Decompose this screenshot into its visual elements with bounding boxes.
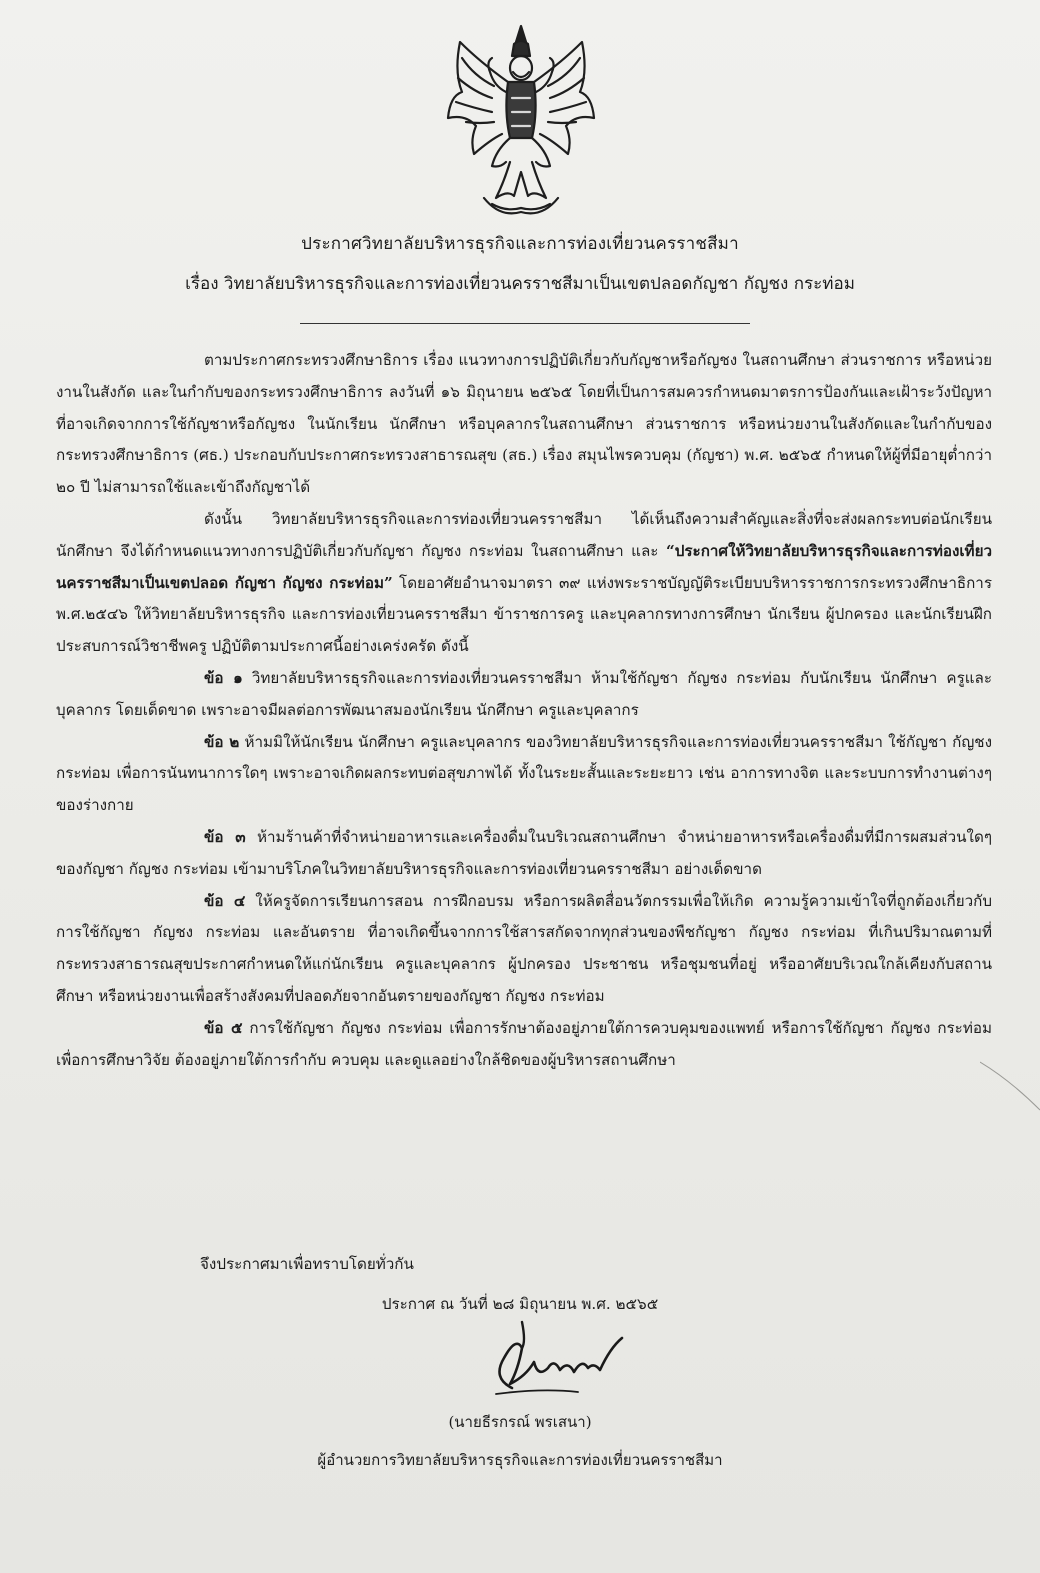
intro-paragraph-2-a: ดังนั้น วิทยาลัยบริหารธุรกิจและการท่องเที่ยวนครราชสีมา ได้เห็นถึงความสำคัญและสิ่งที่จะส่งผลกระทบต่อนักเรียน นักศึกษา จึงได้กำหนดแนวทางการปฏิบัติเกี่ยวกับกัญชา กัญชง กระท่อม ในสถานศึกษา และ xyxy=(56,509,992,560)
clause-text: วิทยาลัยบริหารธุรกิจและการท่องเที่ยวนครราชสีมา ห้ามใช้กัญชา กัญชง กระท่อม กับนักเรียน นักศึกษา ครูและบุคลากร โดยเด็ดขาด เพราะอาจมีผลต่อการพัฒนาสมองนักเรียน นักศึกษา ครูและบุคลากร xyxy=(56,668,993,719)
clause-text: การใช้กัญชา กัญชง กระท่อม เพื่อการรักษาต้องอยู่ภายใต้การควบคุมของแพทย์ หรือการใช้กัญชา กัญชง กระท่อม เพื่อการศึกษาวิจัย ต้องอยู่ภายใต้การกำกับ ควบคุม และดูแลอย่างใกล้ชิดของผู้บริหารสถานศึกษา xyxy=(56,1018,992,1069)
intro-paragraph-1: ตามประกาศกระทรวงศึกษาธิการ เรื่อง แนวทางการปฏิบัติเกี่ยวกับกัญชาหรือกัญชง ในสถานศึกษา ส่วนราชการ หรือหน่วยงานในสังกัด และในกำกับของกระทรวงศึกษาธิการ ลงวันที่ ๑๖ มิถุนายน ๒๕๖๕ โดยที่เป็นการสมควรกำหนดมาตรการป้องกันและเฝ้าระวังปัญหาที่อาจเกิดจากการใช้กัญชาหรือกัญชง ในนักเรียน นักศึกษา หรือบุคลากรในสถานศึกษา ส่วนราชการ หรือหน่วยงานในสังกัดและในกำกับของกระทรวงศึกษาธิการ (ศธ.) ประกอบกับประกาศกระทรวงสาธารณสุข (สธ.) เรื่อง สมุนไพรควบคุม (กัญชา) พ.ศ. ๒๕๖๕ กำหนดให้ผู้ที่มีอายุต่ำกว่า ๒๐ ปี ไม่สามารถใช้และเข้าถึงกัญชาได้ xyxy=(56,351,992,497)
signature-icon xyxy=(482,1318,632,1400)
intro-paragraph-2 xyxy=(56,504,992,663)
announcement-date: ประกาศ ณ วันที่ ๒๘ มิถุนายน พ.ศ. ๒๕๖๕ xyxy=(381,1295,659,1313)
clause-5 xyxy=(56,1013,992,1077)
clause-number: ข้อ ๑ xyxy=(204,668,243,687)
clause-number: ข้อ ๔ xyxy=(204,891,246,910)
clause-number: ข้อ ๕ xyxy=(204,1018,243,1037)
clause-1 xyxy=(56,663,992,727)
announcement-body xyxy=(56,345,992,1076)
intro-paragraph-2-b: โดยอาศัยอำนาจมาตรา ๓๙ แห่งพระราชบัญญัติระเบียบบริหารราชการกระทรวงศึกษาธิการ พ.ศ.๒๕๔๖ ให้วิทยาลัยบริหารธุรกิจ และการท่องเที่ยวนครราชสีมา ข้าราชการครู และบุคลากรทางการศึกษา นักเรียน ผู้ปกครอง และนักเรียนฝึกประสบการณ์วิชาชีพครู ปฏิบัติตามประกาศนี้อย่างเคร่งครัด ดังนี้ xyxy=(56,573,992,656)
clause-2 xyxy=(56,727,992,822)
clause-4 xyxy=(56,886,992,1013)
garuda-emblem-icon xyxy=(440,22,602,218)
announcement-subject: เรื่อง วิทยาลัยบริหารธุรกิจและการท่องเที่ยวนครราชสีมาเป็นเขตปลอดกัญชา กัญชง กระท่อม xyxy=(185,274,855,294)
clause-text: ห้ามร้านค้าที่จำหน่ายอาหารและเครื่องดื่มในบริเวณสถานศึกษา จำหน่ายอาหารหรือเครื่องดื่มที่มีการผสมส่วนใดๆ ของกัญชา กัญชง กระท่อม เข้ามาบริโภคในวิทยาลัยบริหารธุรกิจและการท่องเที่ยวนครราชสีมา อย่างเด็ดขาด xyxy=(56,827,992,878)
signer-title: ผู้อำนวยการวิทยาลัยบริหารธุรกิจและการท่องเที่ยวนครราชสีมา xyxy=(317,1451,723,1469)
paper-crease-mark xyxy=(980,1060,1040,1120)
closing-statement: จึงประกาศมาเพื่อทราบโดยทั่วกัน xyxy=(200,1255,414,1273)
clause-text: ห้ามมิให้นักเรียน นักศึกษา ครูและบุคลากร ของวิทยาลัยบริหารธุรกิจและการท่องเที่ยวนครราชสีมา ใช้กัญชา กัญชง กระท่อม เพื่อการนันทนาการใดๆ เพราะอาจเกิดผลกระทบต่อสุขภาพได้ ทั้งในระยะสั้นและระยะยาว เช่น อาการทางจิต และระบบการทำงานต่างๆ ของร่างกาย xyxy=(56,732,992,815)
clause-number: ข้อ ๒ xyxy=(204,732,240,751)
clause-number: ข้อ ๓ xyxy=(204,827,246,846)
clause-text: ให้ครูจัดการเรียนการสอน การฝึกอบรม หรือการผลิตสื่อนวัตกรรมเพื่อให้เกิด ความรู้ความเข้าใจที่ถูกต้องเกี่ยวกับการใช้กัญชา กัญชง กระท่อม และอันตราย ที่อาจเกิดขึ้นจากการใช้สารสกัดจากทุกส่วนของพืชกัญชา กัญชง กระท่อม ที่เกินปริมาณตามที่กระทรวงสาธารณสุขประกาศกำหนดให้แก่นักเรียน ครูและบุคลากร ผู้ปกครอง ประชาชน หรือชุมชนที่อยู่ หรืออาศัยบริเวณใกล้เคียงกับสถานศึกษา หรือหน่วยงานเพื่อสร้างสังคมที่ปลอดภัยจากอันตรายของกัญชา กัญชง กระท่อม xyxy=(56,891,992,1005)
announcement-title: ประกาศวิทยาลัยบริหารธุรกิจและการท่องเที่ยวนครราชสีมา xyxy=(301,234,739,254)
clause-3 xyxy=(56,822,992,886)
signer-name: (นายธีรกรณ์ พรเสนา) xyxy=(448,1413,592,1431)
declaration-quote: “ประกาศให้วิทยาลัยบริหารธุรกิจและการท่องเที่ยวนครราชสีมาเป็นเขตปลอด กัญชา กัญชง กระท่อม” xyxy=(56,541,992,592)
title-divider xyxy=(300,323,750,324)
